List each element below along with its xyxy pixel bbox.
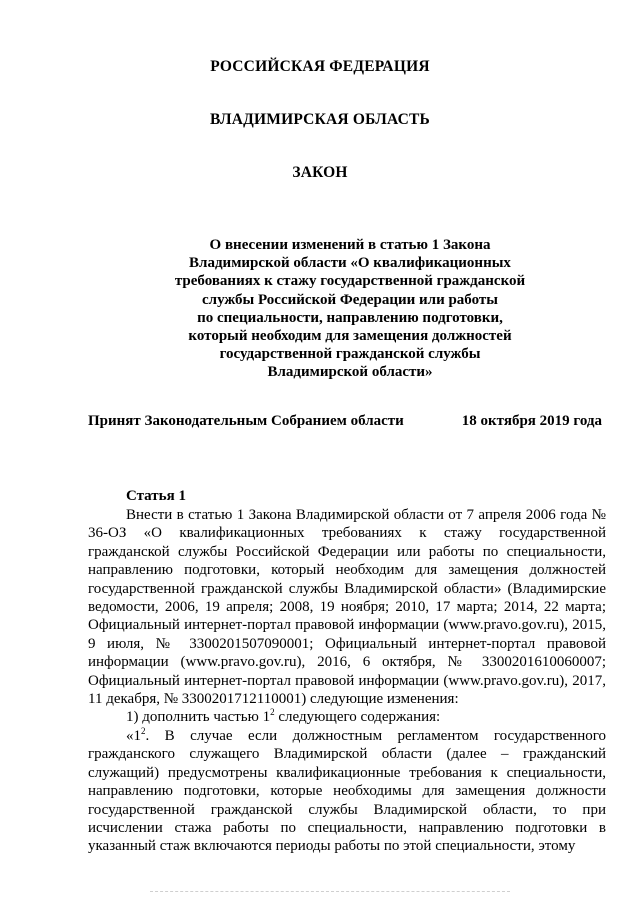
law-title-line: по специальности, направлению подготовки, [197, 309, 503, 326]
page-bottom-divider [150, 891, 510, 892]
item-superscript: 2 [270, 707, 275, 718]
doc-type-heading: ЗАКОН [292, 164, 348, 181]
law-title-line: который необходим для замещения должностей [188, 328, 512, 345]
adoption-line [88, 413, 602, 430]
quote-number: «1 [126, 727, 141, 744]
law-title-line: Владимирской области» [267, 364, 433, 381]
quoted-paragraph [88, 727, 606, 856]
item-text: 1) дополнить частью 1 [126, 709, 271, 726]
law-title-line: Владимирской области «О квалификационных [189, 255, 511, 272]
law-title-line: службы Российской Федерации или работы [202, 291, 498, 308]
article-body [88, 506, 606, 856]
quote-text: . В случае если должностным регламентом государственного гражданского служащего Владимирской области (далее – гражданский служащий) предусмотрены квалификационные требования к специальности, направлению подготовки, которые необходимы для замещения должности государственной гражданской службы Владимирской области, то при исчислении стажа работы по специальности, направлению подготовки в указанный стаж включаются периоды работы по этой специальности, этому [88, 727, 606, 855]
country-heading: РОССИЙСКАЯ ФЕДЕРАЦИЯ [210, 58, 430, 75]
quote-superscript: 2 [141, 725, 146, 736]
law-title [150, 236, 550, 382]
article-item [88, 708, 606, 726]
adoption-text: Принят Законодательным Собранием области [88, 413, 404, 429]
law-title-line: требованиях к стажу государственной гражданской [174, 273, 526, 290]
article-heading: Статья 1 [126, 488, 186, 504]
law-title-line: государственной гражданской службы [219, 346, 481, 363]
article-paragraph: Внести в статью 1 Закона Владимирской области от 7 апреля 2006 года № 36-ОЗ «О квалификационных требованиях к стажу государственной гражданской службы Российской Федерации или работы по специальности, направлению подготовки, который необходим для замещения должностей государственной гражданской службы Владимирской области» (Владимирские ведомости, 2006, 19 апреля; 2008, 19 ноября; 2010, 17 марта; 2014, 22 марта; Официальный интернет-портал правовой информации (www.pravo.gov.ru), 2015, 9 июля, № 3300201507090001; Официальный интернет-портал правовой информации (www.pravo.gov.ru), 2016, 6 октября, № 3300201610060007; Официальный интернет-портал правовой информации (www.pravo.gov.ru), 2017, 11 декабря, № 3300201712110001) следующие изменения: [88, 507, 606, 708]
region-heading: ВЛАДИМИРСКАЯ ОБЛАСТЬ [210, 111, 430, 128]
law-title-line: О внесении изменений в статью 1 Закона [209, 237, 491, 253]
item-text-end: следующего содержания: [274, 709, 441, 726]
adoption-date: 18 октября 2019 года [461, 413, 602, 429]
